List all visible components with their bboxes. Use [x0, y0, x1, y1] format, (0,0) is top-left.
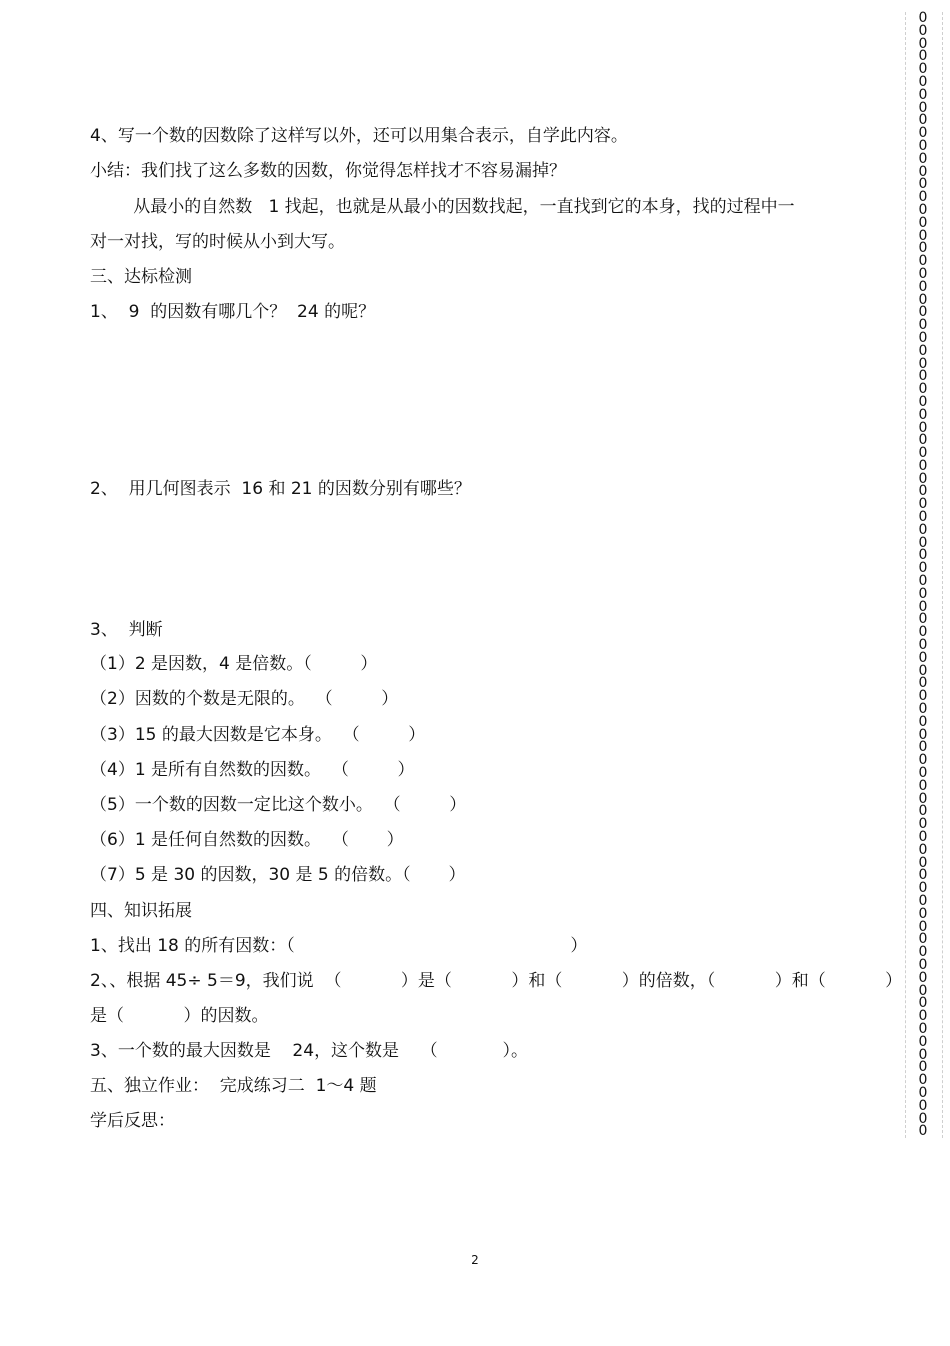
margin-glyph: 0	[918, 1072, 928, 1089]
margin-glyph: 0	[918, 892, 928, 909]
margin-glyph: 0	[918, 393, 928, 410]
margin-glyph: 0	[918, 163, 928, 180]
margin-glyph: 0	[918, 61, 928, 78]
margin-glyph: 0	[918, 457, 928, 474]
margin-glyph: 0	[918, 867, 928, 884]
margin-glyph: 0	[918, 483, 928, 500]
margin-glyph: 0	[918, 1084, 928, 1101]
text-line-3: 从最小的自然数 1 找起，也就是从最小的因数找起，一直找到它的本身，找的过程中一	[90, 197, 795, 217]
text-line-4: 对一对找，写的时候从小到大写。	[90, 232, 345, 252]
margin-glyph: 0	[918, 726, 928, 743]
margin-glyph: 0	[918, 1110, 928, 1127]
reflection-label: 学后反思：	[90, 1111, 175, 1131]
margin-glyph: 0	[918, 1059, 928, 1076]
margin-glyph: 0	[918, 150, 928, 167]
margin-glyph: 0	[918, 86, 928, 103]
margin-glyph: 0	[918, 73, 928, 90]
judge-item-3: （3）15 的最大因数是它本身。 （ ）	[90, 725, 426, 745]
margin-glyph: 0	[918, 739, 928, 756]
margin-glyph: 0	[918, 35, 928, 52]
margin-glyph: 0	[918, 573, 928, 590]
margin-glyph: 0	[918, 355, 928, 372]
margin-glyph: 0	[918, 675, 928, 692]
margin-glyph: 0	[918, 854, 928, 871]
margin-glyph: 0	[918, 803, 928, 820]
margin-glyph: 0	[918, 342, 928, 359]
margin-glyph: 0	[918, 969, 928, 986]
margin-glyph: 0	[918, 688, 928, 705]
margin-glyph: 0	[918, 368, 928, 385]
margin-glyph: 0	[918, 1020, 928, 1037]
binding-margin-column	[912, 12, 934, 1138]
margin-glyph: 0	[918, 329, 928, 346]
judge-item-7: （7）5 是 30 的因数，30 是 5 的倍数。（ ）	[90, 865, 466, 885]
margin-glyph: 0	[918, 777, 928, 794]
margin-glyph: 0	[918, 99, 928, 116]
margin-glyph: 0	[918, 432, 928, 449]
margin-glyph: 0	[918, 598, 928, 615]
extension-item-2: 2、、根据 45÷ 5＝9，我们说 （ ）是（ ）和（ ）的倍数，（ ）和（ ）	[90, 971, 903, 991]
margin-glyph: 0	[918, 291, 928, 308]
margin-glyph: 0	[918, 265, 928, 282]
margin-glyph: 0	[918, 880, 928, 897]
margin-glyph: 0	[918, 125, 928, 142]
text-line-1: 4、写一个数的因数除了这样写以外，还可以用集合表示，自学此内容。	[90, 126, 628, 146]
margin-glyph: 0	[918, 534, 928, 551]
margin-glyph: 0	[918, 611, 928, 628]
extension-item-3: 3、一个数的最大因数是 24，这个数是 （ ）。	[90, 1041, 529, 1061]
margin-glyph: 0	[918, 240, 928, 257]
margin-glyph: 0	[918, 317, 928, 334]
margin-glyph: 0	[918, 982, 928, 999]
margin-glyph: 0	[918, 521, 928, 538]
margin-glyph: 0	[918, 253, 928, 270]
section-heading-3: 三、达标检测	[90, 267, 192, 287]
margin-glyph: 0	[918, 470, 928, 487]
margin-glyph: 0	[918, 48, 928, 65]
margin-glyph: 0	[918, 381, 928, 398]
margin-glyph: 0	[918, 713, 928, 730]
question-3: 3、 判断	[90, 620, 163, 640]
margin-glyph: 0	[918, 765, 928, 782]
margin-glyph: 0	[918, 624, 928, 641]
margin-glyph: 0	[918, 1008, 928, 1025]
question-2: 2、 用几何图表示 16 和 21 的因数分别有哪些？	[90, 479, 471, 499]
margin-glyph: 0	[918, 112, 928, 129]
extension-item-2-cont: 是（ ）的因数。	[90, 1006, 269, 1026]
margin-glyph: 0	[918, 547, 928, 564]
margin-glyph: 0	[918, 905, 928, 922]
margin-glyph: 0	[918, 637, 928, 654]
margin-glyph: 0	[918, 956, 928, 973]
margin-glyph: 0	[918, 1033, 928, 1050]
margin-glyph: 0	[918, 137, 928, 154]
margin-glyph: 0	[918, 227, 928, 244]
margin-glyph: 0	[918, 649, 928, 666]
extension-item-1: 1、找出 18 的所有因数：（ ）	[90, 936, 588, 956]
margin-glyph: 0	[918, 995, 928, 1012]
margin-glyph: 0	[918, 752, 928, 769]
margin-glyph: 0	[918, 176, 928, 193]
margin-glyph: 0	[918, 841, 928, 858]
section-heading-4: 四、知识拓展	[90, 901, 192, 921]
margin-glyph: 0	[918, 560, 928, 577]
margin-glyph: 0	[918, 701, 928, 718]
margin-glyph: 0	[918, 944, 928, 961]
margin-glyph: 0	[918, 662, 928, 679]
text-line-2: 小结：我们找了这么多数的因数，你觉得怎样找才不容易漏掉？	[90, 161, 566, 181]
margin-glyph: 0	[918, 816, 928, 833]
margin-glyph: 0	[918, 304, 928, 321]
judge-item-2: （2）因数的个数是无限的。 （ ）	[90, 689, 399, 709]
section-heading-5: 五、独立作业： 完成练习二 1～4 题	[90, 1076, 377, 1096]
margin-glyph: 0	[918, 201, 928, 218]
margin-glyph: 0	[918, 585, 928, 602]
margin-glyph: 0	[918, 509, 928, 526]
judge-item-6: （6）1 是任何自然数的因数。 （ ）	[90, 830, 404, 850]
margin-glyph: 0	[918, 1097, 928, 1114]
margin-glyph: 0	[918, 278, 928, 295]
margin-glyph: 0	[918, 1123, 928, 1140]
margin-glyph: 0	[918, 22, 928, 39]
margin-glyph: 0	[918, 496, 928, 513]
margin-glyph: 0	[918, 829, 928, 845]
margin-glyph: 0	[918, 918, 928, 935]
judge-item-4: （4）1 是所有自然数的因数。 （ ）	[90, 760, 415, 780]
margin-glyph: 0	[918, 790, 928, 807]
margin-glyph: 0	[918, 419, 928, 436]
margin-glyph: 0	[918, 214, 928, 231]
page-number: 2	[471, 1253, 479, 1267]
margin-glyph: 0	[918, 931, 928, 948]
margin-glyph: 0	[918, 406, 928, 423]
judge-item-1: （1）2 是因数，4 是倍数。（ ）	[90, 654, 378, 674]
margin-glyph: 0	[918, 189, 928, 206]
question-1: 1、 9 的因数有哪几个？ 24 的呢？	[90, 302, 376, 322]
judge-item-5: （5）一个数的因数一定比这个数小。 （ ）	[90, 795, 467, 815]
margin-glyph: 0	[918, 1046, 928, 1063]
margin-glyph: 0	[918, 445, 928, 462]
margin-glyph: 0	[918, 10, 928, 26]
